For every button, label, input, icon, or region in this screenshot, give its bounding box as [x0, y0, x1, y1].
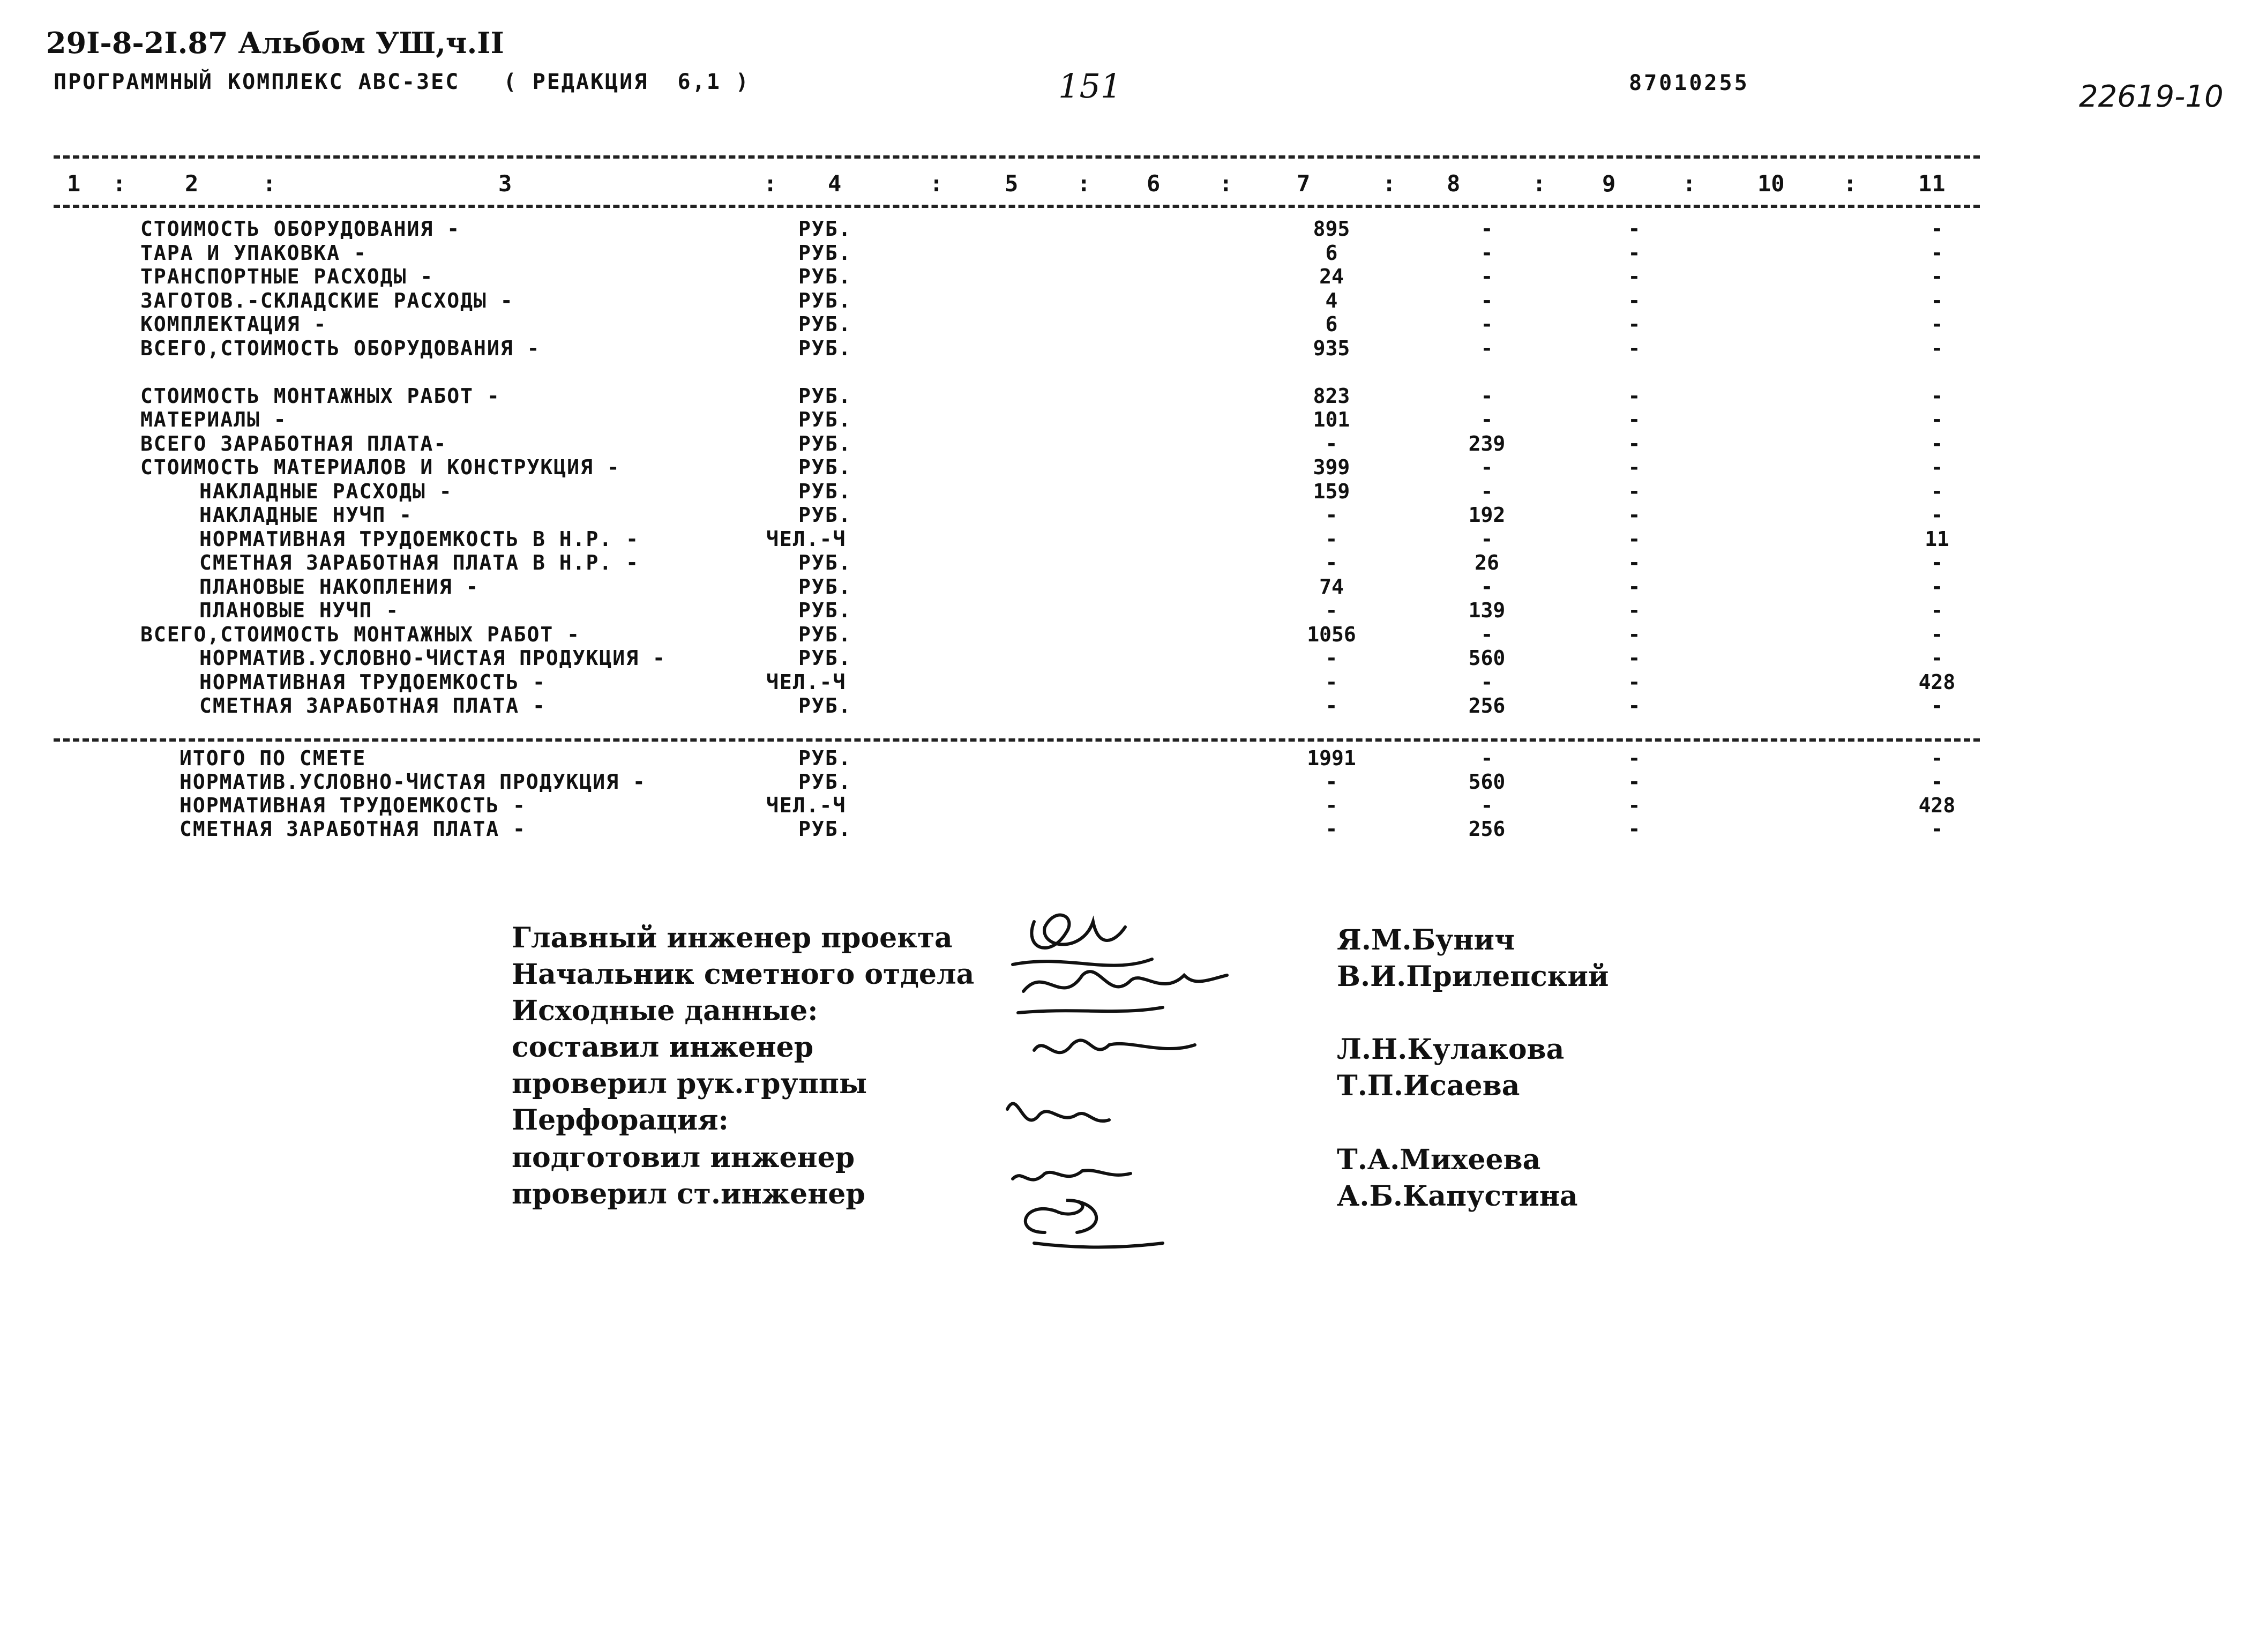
value-cell-c11: - — [1931, 455, 1943, 479]
row-label: ВСЕГО,СТОИМОСТЬ ОБОРУДОВАНИЯ - — [140, 336, 541, 360]
value-cell-c9: - — [1628, 336, 1641, 360]
value-cell-c9: - — [1628, 431, 1641, 455]
value-cell-c9: - — [1628, 746, 1641, 770]
signature-mark-5 — [1013, 1170, 1131, 1179]
value-cell-c9: - — [1628, 384, 1641, 408]
column-separator: : — [263, 170, 276, 197]
value-cell-c11: - — [1931, 241, 1943, 265]
unit-cell: ЧЕЛ.-Ч — [766, 670, 847, 694]
value-cell-c11: - — [1931, 574, 1943, 599]
column-separator: : — [1382, 170, 1396, 197]
row-label: НОРМАТИВ.УСЛОВНО-ЧИСТАЯ ПРОДУКЦИЯ - — [199, 646, 666, 670]
value-cell-c7: 935 — [1313, 336, 1350, 360]
value-cell-c11: - — [1931, 817, 1943, 841]
value-cell-c11: - — [1931, 408, 1943, 431]
unit-cell: РУБ. — [798, 694, 852, 717]
column-number: 10 — [1757, 170, 1785, 197]
signature-role: Начальник сметного отдела — [512, 958, 975, 991]
value-cell-c11: - — [1931, 288, 1943, 312]
value-cell-c8: 239 — [1468, 431, 1506, 455]
value-cell-c11: - — [1931, 265, 1943, 288]
row-label: ТАРА И УПАКОВКА - — [140, 241, 367, 265]
value-cell-c11: - — [1931, 217, 1943, 241]
value-cell-c9: - — [1628, 503, 1641, 527]
value-cell-c9: - — [1628, 527, 1641, 551]
value-cell-c7: - — [1325, 817, 1338, 841]
value-cell-c8: - — [1480, 241, 1493, 265]
value-cell-c9: - — [1628, 455, 1641, 479]
row-label: ИТОГО ПО СМЕТЕ — [179, 746, 366, 770]
value-cell-c8: - — [1480, 746, 1493, 770]
value-cell-c9: - — [1628, 479, 1641, 503]
column-separator: : — [764, 170, 777, 197]
row-label: НОРМАТИВНАЯ ТРУДОЕМКОСТЬ В Н.Р. - — [199, 527, 639, 551]
value-cell-c11: 11 — [1925, 527, 1949, 551]
value-cell-c7: 6 — [1325, 241, 1338, 265]
value-cell-c7: 895 — [1313, 217, 1350, 241]
value-cell-c9: - — [1628, 312, 1641, 336]
unit-cell: РУБ. — [798, 479, 852, 503]
value-cell-c8: - — [1480, 384, 1493, 408]
value-cell-c8: 192 — [1468, 503, 1506, 527]
unit-cell: РУБ. — [798, 217, 852, 241]
value-cell-c7: - — [1325, 694, 1338, 717]
signature-mark-6b — [1034, 1243, 1163, 1247]
value-cell-c9: - — [1628, 817, 1641, 841]
value-cell-c9: - — [1628, 599, 1641, 622]
unit-cell: РУБ. — [798, 574, 852, 599]
value-cell-c9: - — [1628, 574, 1641, 599]
signature-name: Т.П.Исаева — [1337, 1070, 1520, 1102]
signature-role: составил инженер — [512, 1031, 814, 1064]
row-label: ПЛАНОВЫЕ НАКОПЛЕНИЯ - — [199, 574, 480, 599]
signature-mark-1b — [1013, 959, 1152, 966]
value-cell-c8: - — [1480, 574, 1493, 599]
unit-cell: ЧЕЛ.-Ч — [766, 794, 847, 817]
value-cell-c11: 428 — [1918, 794, 1956, 817]
signature-mark-6 — [1026, 1200, 1096, 1232]
value-cell-c8: - — [1480, 336, 1493, 360]
value-cell-c9: - — [1628, 694, 1641, 717]
value-cell-c8: - — [1480, 622, 1493, 646]
column-separator: : — [1532, 170, 1546, 197]
column-number: 7 — [1297, 170, 1311, 197]
unit-cell: РУБ. — [798, 503, 852, 527]
value-cell-c7: - — [1325, 551, 1338, 574]
signature-role: проверил рук.группы — [512, 1067, 867, 1100]
column-number: 2 — [185, 170, 199, 197]
unit-cell: РУБ. — [798, 746, 852, 770]
row-label: ВСЕГО ЗАРАБОТНАЯ ПЛАТА- — [140, 431, 447, 455]
unit-cell: РУБ. — [798, 288, 852, 312]
value-cell-c8: 560 — [1468, 646, 1506, 670]
row-label: НАКЛАДНЫЕ НУЧП - — [199, 503, 413, 527]
value-cell-c11: - — [1931, 336, 1943, 360]
value-cell-c8: 139 — [1468, 599, 1506, 622]
value-cell-c9: - — [1628, 770, 1641, 794]
unit-cell: РУБ. — [798, 817, 852, 841]
column-number: 1 — [67, 170, 81, 197]
signature-name: Л.Н.Кулакова — [1337, 1033, 1565, 1066]
value-cell-c8: 560 — [1468, 770, 1506, 794]
value-cell-c8: - — [1480, 670, 1493, 694]
signature-role: Исходные данные: — [512, 995, 818, 1027]
column-number: 8 — [1447, 170, 1461, 197]
value-cell-c7: 24 — [1319, 265, 1344, 288]
row-label: МАТЕРИАЛЫ - — [140, 408, 287, 431]
value-cell-c11: - — [1931, 503, 1943, 527]
signature-role: Главный инженер проекта — [512, 922, 953, 954]
value-cell-c9: - — [1628, 408, 1641, 431]
value-cell-c9: - — [1628, 241, 1641, 265]
column-separator: : — [1843, 170, 1857, 197]
unit-cell: РУБ. — [798, 551, 852, 574]
value-cell-c9: - — [1628, 265, 1641, 288]
value-cell-c11: - — [1931, 622, 1943, 646]
signature-name: Я.М.Бунич — [1337, 924, 1515, 956]
document-number: 22619-10 — [2079, 79, 2224, 114]
row-label: ВСЕГО,СТОИМОСТЬ МОНТАЖНЫХ РАБОТ - — [140, 622, 580, 646]
column-separator: : — [1682, 170, 1696, 197]
table-header-rule — [54, 205, 1980, 208]
value-cell-c11: - — [1931, 312, 1943, 336]
unit-cell: РУБ. — [798, 599, 852, 622]
value-cell-c9: - — [1628, 670, 1641, 694]
value-cell-c8: - — [1480, 217, 1493, 241]
value-cell-c11: - — [1931, 431, 1943, 455]
program-title: ПРОГРАММНЫЙ КОМПЛЕКС АВС-ЗЕС ( РЕДАКЦИЯ 6,1 ) — [54, 70, 750, 94]
row-label: СТОИМОСТЬ ОБОРУДОВАНИЯ - — [140, 217, 461, 241]
value-cell-c7: 1991 — [1307, 746, 1356, 770]
value-cell-c7: - — [1325, 503, 1338, 527]
value-cell-c7: - — [1325, 770, 1338, 794]
row-label: СМЕТНАЯ ЗАРАБОТНАЯ ПЛАТА - — [179, 817, 526, 841]
row-label: ЗАГОТОВ.-СКЛАДСКИЕ РАСХОДЫ - — [140, 288, 514, 312]
value-cell-c9: - — [1628, 646, 1641, 670]
value-cell-c7: - — [1325, 794, 1338, 817]
unit-cell: РУБ. — [798, 312, 852, 336]
value-cell-c8: - — [1480, 794, 1493, 817]
value-cell-c7: 4 — [1325, 288, 1338, 312]
value-cell-c8: - — [1480, 479, 1493, 503]
value-cell-c8: - — [1480, 312, 1493, 336]
value-cell-c7: - — [1325, 646, 1338, 670]
value-cell-c8: - — [1480, 408, 1493, 431]
value-cell-c7: - — [1325, 431, 1338, 455]
signature-mark-1 — [1031, 915, 1125, 948]
row-label: ПЛАНОВЫЕ НУЧП - — [199, 599, 400, 622]
value-cell-c8: - — [1480, 288, 1493, 312]
value-cell-c7: 74 — [1319, 574, 1344, 599]
handwritten-signatures — [1002, 900, 1259, 1254]
value-cell-c8: - — [1480, 265, 1493, 288]
signature-name: В.И.Прилепский — [1337, 960, 1609, 993]
column-number: 5 — [1005, 170, 1019, 197]
row-label: КОМПЛЕКТАЦИЯ - — [140, 312, 327, 336]
row-label: СМЕТНАЯ ЗАРАБОТНАЯ ПЛАТА В Н.Р. - — [199, 551, 639, 574]
signature-role: Перфорация: — [512, 1104, 729, 1137]
value-cell-c8: - — [1480, 455, 1493, 479]
unit-cell: РУБ. — [798, 265, 852, 288]
estimate-code: 87010255 — [1629, 71, 1749, 95]
value-cell-c7: - — [1325, 670, 1338, 694]
value-cell-c11: - — [1931, 599, 1943, 622]
signature-name: Т.А.Михеева — [1337, 1143, 1541, 1176]
value-cell-c7: 823 — [1313, 384, 1350, 408]
unit-cell: РУБ. — [798, 622, 852, 646]
signature-mark-4 — [1007, 1103, 1109, 1121]
column-number: 6 — [1147, 170, 1161, 197]
value-cell-c8: 256 — [1468, 817, 1506, 841]
value-cell-c7: - — [1325, 599, 1338, 622]
signature-mark-2b — [1018, 1007, 1163, 1013]
unit-cell: РУБ. — [798, 384, 852, 408]
value-cell-c7: 101 — [1313, 408, 1350, 431]
row-label: НОРМАТИВ.УСЛОВНО-ЧИСТАЯ ПРОДУКЦИЯ - — [179, 770, 646, 794]
unit-cell: РУБ. — [798, 770, 852, 794]
row-label: НОРМАТИВНАЯ ТРУДОЕМКОСТЬ - — [179, 794, 526, 817]
album-reference: 29I-8-2I.87 Альбом УШ,ч.II — [46, 26, 504, 60]
row-label: СТОИМОСТЬ МОНТАЖНЫХ РАБОТ - — [140, 384, 500, 408]
value-cell-c9: - — [1628, 217, 1641, 241]
table-top-rule — [54, 155, 1980, 159]
value-cell-c7: - — [1325, 527, 1338, 551]
column-separator: : — [1219, 170, 1233, 197]
value-cell-c11: - — [1931, 551, 1943, 574]
value-cell-c11: - — [1931, 384, 1943, 408]
column-number: 9 — [1602, 170, 1616, 197]
column-separator: : — [930, 170, 944, 197]
row-label: НАКЛАДНЫЕ РАСХОДЫ - — [199, 479, 453, 503]
column-number: 3 — [498, 170, 512, 197]
value-cell-c7: 399 — [1313, 455, 1350, 479]
unit-cell: РУБ. — [798, 241, 852, 265]
row-label: ТРАНСПОРТНЫЕ РАСХОДЫ - — [140, 265, 434, 288]
column-number: 4 — [828, 170, 842, 197]
column-separator: : — [1077, 170, 1091, 197]
unit-cell: ЧЕЛ.-Ч — [766, 527, 847, 551]
row-label: НОРМАТИВНАЯ ТРУДОЕМКОСТЬ - — [199, 670, 546, 694]
signature-role: подготовил инженер — [512, 1141, 855, 1174]
value-cell-c11: - — [1931, 770, 1943, 794]
row-label: СМЕТНАЯ ЗАРАБОТНАЯ ПЛАТА - — [199, 694, 546, 717]
unit-cell: РУБ. — [798, 455, 852, 479]
unit-cell: РУБ. — [798, 408, 852, 431]
value-cell-c8: 256 — [1468, 694, 1506, 717]
value-cell-c7: 159 — [1313, 479, 1350, 503]
table-totals-rule — [54, 738, 1980, 742]
value-cell-c11: - — [1931, 694, 1943, 717]
row-label: СТОИМОСТЬ МАТЕРИАЛОВ И КОНСТРУКЦИЯ - — [140, 455, 620, 479]
signature-name: А.Б.Капустина — [1337, 1180, 1578, 1213]
unit-cell: РУБ. — [798, 431, 852, 455]
signature-role: проверил ст.инженер — [512, 1178, 865, 1210]
value-cell-c9: - — [1628, 551, 1641, 574]
value-cell-c11: 428 — [1918, 670, 1956, 694]
signature-mark-3 — [1034, 1040, 1195, 1052]
value-cell-c11: - — [1931, 746, 1943, 770]
value-cell-c9: - — [1628, 622, 1641, 646]
column-separator: : — [113, 170, 126, 197]
value-cell-c9: - — [1628, 794, 1641, 817]
value-cell-c7: 6 — [1325, 312, 1338, 336]
value-cell-c7: 1056 — [1307, 622, 1356, 646]
value-cell-c11: - — [1931, 646, 1943, 670]
unit-cell: РУБ. — [798, 646, 852, 670]
signature-mark-2 — [1023, 971, 1227, 991]
column-number: 11 — [1918, 170, 1946, 197]
value-cell-c8: - — [1480, 527, 1493, 551]
page-number: 151 — [1058, 66, 1122, 106]
value-cell-c8: 26 — [1475, 551, 1499, 574]
value-cell-c11: - — [1931, 479, 1943, 503]
unit-cell: РУБ. — [798, 336, 852, 360]
value-cell-c9: - — [1628, 288, 1641, 312]
